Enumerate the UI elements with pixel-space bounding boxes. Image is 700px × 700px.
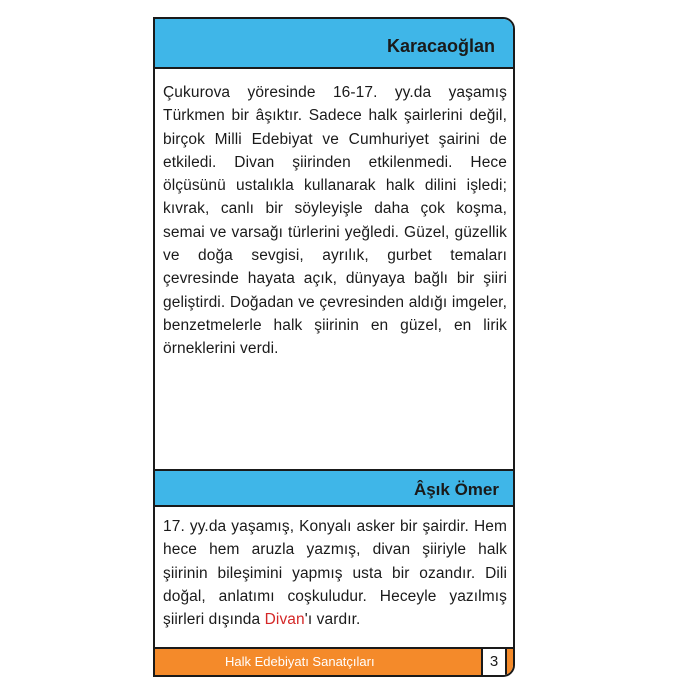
footer-bar — [155, 647, 513, 675]
section-title-karacaoglan: Karacaoğlan — [155, 19, 513, 69]
page-number: 3 — [481, 649, 507, 675]
info-card — [153, 17, 515, 677]
section-title-asik-omer: Âşık Ömer — [155, 469, 513, 507]
section-body-asik-omer — [163, 515, 507, 631]
body-text-part: 17. yy.da yaşamış, Konyalı asker bir şairdir. Hem hece hem aruzla yazmış, divan şiiriyle halk şiirinin bileşimini yapmış usta bir ozandır. Dili doğal, anlatımı coşkuludur. Heceyle yazılmış şiirleri dışında — [163, 518, 507, 629]
section-body-karacaoglan: Çukurova yöresinde 16-17. yy.da yaşamış Türkmen bir âşıktır. Sadece halk şairlerini değil, birçok Milli Edebiyat ve Cumhuriyet şairini de etkiledi. Divan şiirinden etkilenmedi. Hece ölçüsünü ustalıkla kullanarak halk dilini işledi; kıvrak, canlı bir söyleyişle daha çok koşma, semai ve varsağı türlerini yeğledi. Güzel, güzellik ve doğa sevgisi, ayrılık, gurbet temaları çevresinde hayata açık, dünyaya bağlı bir şiiri geliştirdi. Doğadan ve çevresinden aldığı imgeler, benzetmelerle halk şiirinin en güzel, en lirik örneklerini verdi. — [163, 84, 507, 358]
body-text-part: 'ı vardır. — [304, 611, 361, 629]
highlighted-word: Divan — [264, 611, 305, 629]
footer-title: Halk Edebiyatı Sanatçıları — [225, 654, 375, 669]
